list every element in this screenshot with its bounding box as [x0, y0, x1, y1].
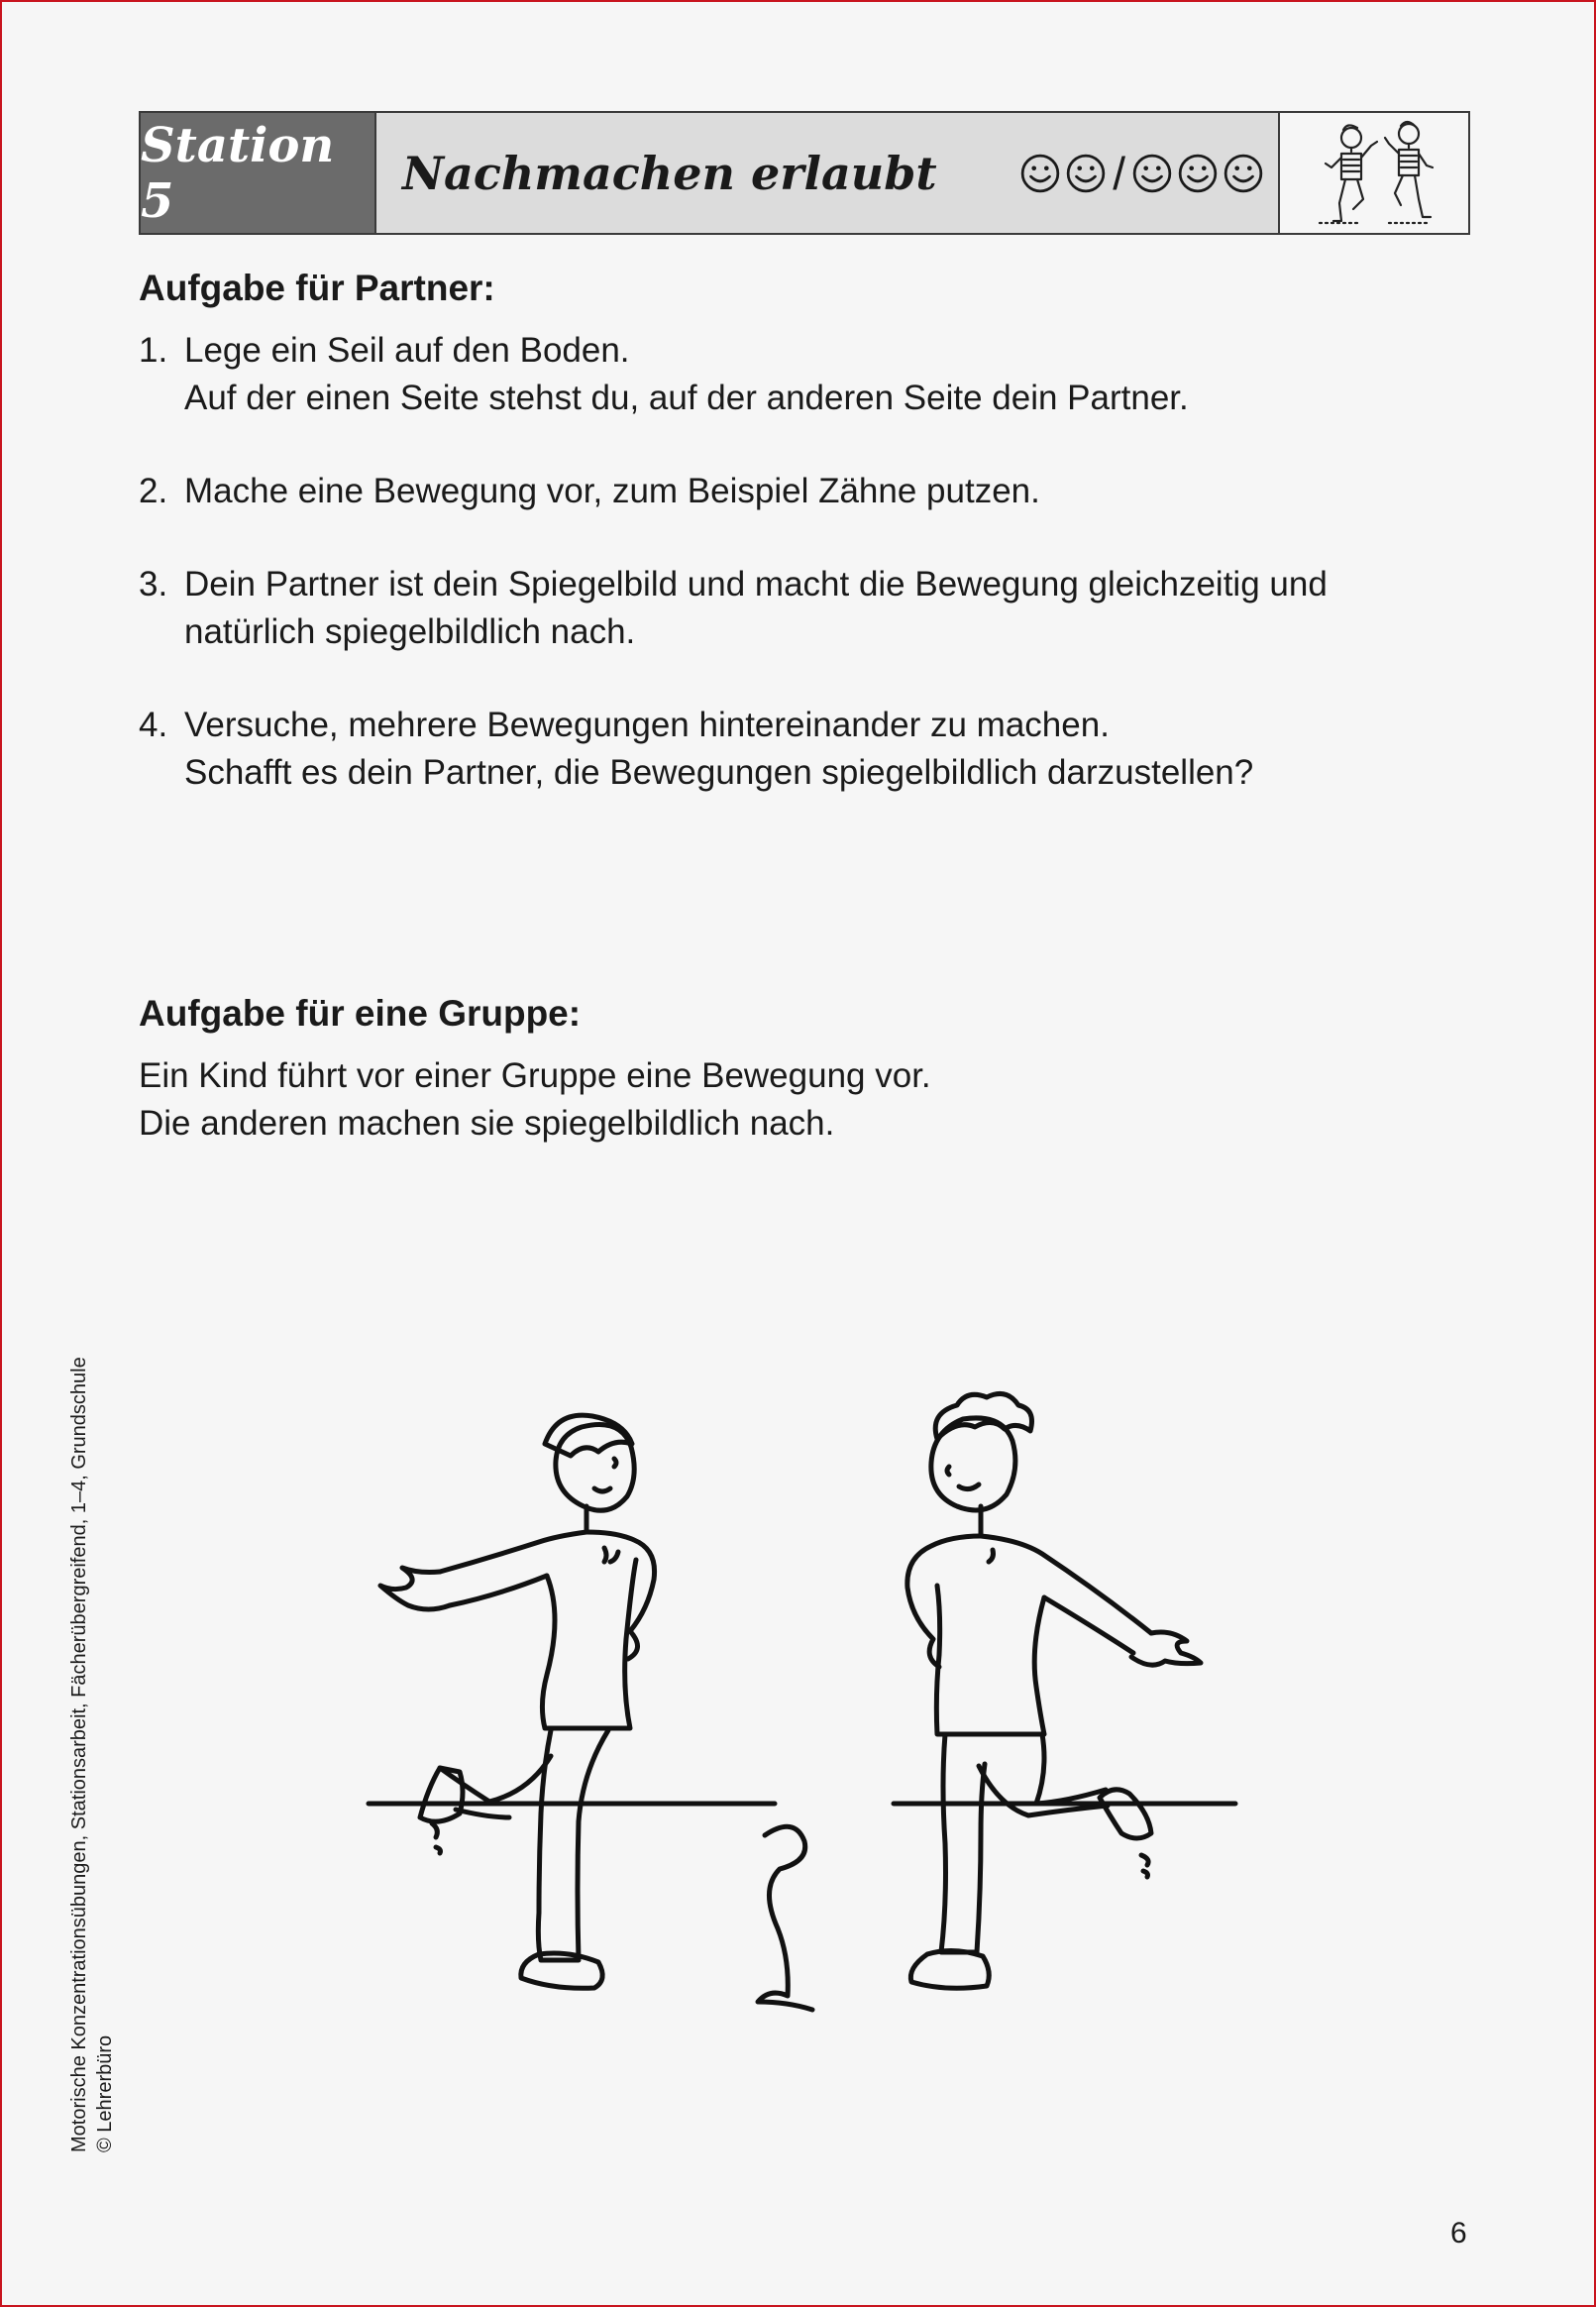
group-task-line: Ein Kind führt vor einer Gruppe eine Bewegung vor.: [139, 1056, 931, 1095]
partner-task-heading: Aufgabe für Partner:: [139, 268, 495, 308]
partner-smileys: [1019, 153, 1107, 194]
item-number: 2.: [139, 472, 168, 510]
rating-separator: /: [1113, 147, 1125, 199]
item-number: 1.: [139, 331, 168, 370]
page-number: 6: [1450, 2217, 1467, 2250]
list-item: [139, 468, 1466, 515]
smiley-icon: [1019, 153, 1061, 194]
list-item: [139, 327, 1466, 422]
item-number: 4.: [139, 706, 168, 744]
group-task-heading: Aufgabe für eine Gruppe:: [139, 993, 582, 1034]
list-item: [139, 702, 1466, 797]
item-text: Schafft es dein Partner, die Bewegungen spiegelbildlich darzustellen?: [184, 753, 1254, 792]
station-title: Nachmachen erlaubt: [402, 146, 937, 200]
item-text: natürlich spiegelbildlich nach.: [184, 612, 636, 651]
station-header: [139, 111, 1470, 235]
difficulty-rating: [1019, 147, 1264, 200]
smiley-icon: [1065, 153, 1107, 194]
item-text: Dein Partner ist dein Spiegelbild und macht die Bewegung gleichzeitig und: [184, 565, 1328, 604]
smiley-icon: [1131, 153, 1173, 194]
partner-task-list: [139, 327, 1466, 797]
smiley-icon: [1177, 153, 1219, 194]
partner-task-section: [139, 268, 1466, 842]
station-label: Station 5: [141, 113, 376, 233]
copyright-credit: [66, 1357, 118, 2152]
title-area: [376, 113, 1280, 233]
group-task-line: Die anderen machen sie spiegelbildlich nach.: [139, 1104, 835, 1143]
item-text: Versuche, mehrere Bewegungen hintereinander zu machen.: [184, 706, 1110, 744]
item-text: Lege ein Seil auf den Boden.: [184, 331, 630, 370]
smiley-icon: [1223, 153, 1264, 194]
children-thumbnail-icon: [1280, 113, 1468, 233]
group-task-text: [139, 1052, 1466, 1148]
credit-line: © Lehrerbüro: [94, 2034, 116, 2152]
item-number: 3.: [139, 565, 168, 604]
mirror-children-illustration: [359, 1340, 1250, 2019]
item-text: Mache eine Bewegung vor, zum Beispiel Zähne putzen.: [184, 472, 1040, 510]
credit-line: Motorische Konzentrationsübungen, Stationsarbeit, Fächerübergreifend, 1–4, Grundschule: [68, 1357, 90, 2152]
item-text: Auf der einen Seite stehst du, auf der anderen Seite dein Partner.: [184, 379, 1189, 417]
list-item: [139, 561, 1466, 656]
group-task-section: [139, 993, 1466, 1148]
group-smileys: [1131, 153, 1264, 194]
